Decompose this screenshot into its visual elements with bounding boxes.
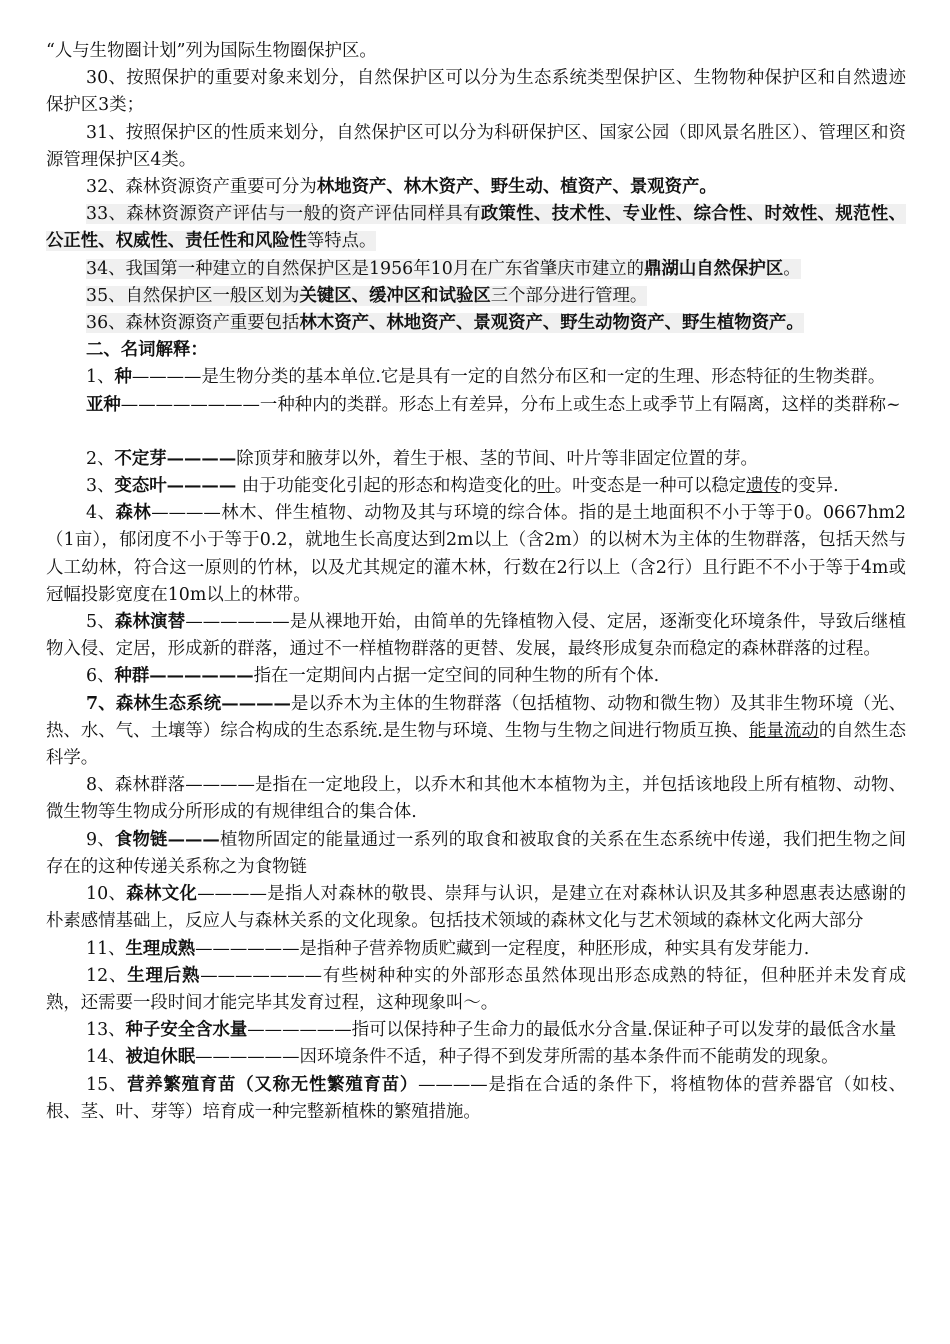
text-run: 12、	[86, 965, 128, 986]
bold-term: 生理后熟	[127, 965, 201, 986]
text-run: 34、我国第一种建立的自然保护区是1956年10月在广东省肇庆市建立的	[86, 258, 645, 279]
paragraph-t8	[46, 772, 906, 826]
text-run: 4、	[86, 503, 116, 524]
paragraph-t7	[46, 691, 906, 773]
paragraph-t9	[46, 827, 906, 881]
text-run: 30、按照保护的重要对象来划分，自然保护区可以分为生态系统类型保护区、生物物种保护区和自然遗迹保护区3类；	[46, 68, 906, 116]
text-run: 10、	[86, 884, 127, 905]
paragraph-p35	[46, 283, 906, 310]
text-run: 32、森林资源资产重要可分为	[86, 177, 317, 198]
text-run: 植物所固定的能量通过一系列的取食和被取食的关系在生态系统中传递，我们把生物之间存在的这种传递关系称之为食物链	[46, 829, 906, 877]
paragraph-t14	[46, 1044, 906, 1071]
paragraph-t15	[46, 1072, 906, 1126]
text-run: 是以乔木为主体的生物群落（包括植物、动物和微生物）及其非生物环境（光、热、水、气、土壤等）综合构成的生态系统.是生物与环境、生物与生物之间进行物质互换、	[46, 693, 906, 741]
bold-term: 森林文化	[126, 884, 198, 905]
text-run: ——————指可以保持种子生命力的最低水分含量.保证种子可以发芽的最低含水量	[247, 1020, 897, 1041]
text-run: 三个部分进行管理。	[490, 285, 648, 306]
paragraph-p34	[46, 256, 906, 283]
text-run: 的变异.	[780, 476, 839, 497]
text-run: 。叶变态是一种可以稳定	[554, 476, 747, 497]
bold-term: 林木资产、林地资产、景观资产、野生动物资产、野生植物资产。	[299, 313, 804, 334]
text-run: ————————一种种内的类群。形态上有差异，分布上或生态上或季节上有隔离，这样的类群称~	[120, 394, 901, 415]
text-run: ————是指在合适的条件下，将植物体的营养器官（如枝、根、茎、叶、芽等）培育成一种完整新植株的繁殖措施。	[46, 1074, 906, 1122]
text-run: 13、	[86, 1020, 126, 1041]
text-run: 33、森林资源资产评估与一般的资产评估同样具有	[86, 204, 481, 225]
text-run: 8、森林群落————是指在一定地段上，以乔木和其他木本植物为主，并包括该地段上所有植物、动物、微生物等生物成分所形成的有规律组合的集合体.	[46, 775, 906, 823]
text-run: 6、	[86, 666, 115, 687]
paragraph-p36	[46, 310, 906, 337]
paragraph-p31	[46, 120, 906, 174]
text-run: ————是指人对森林的敬畏、崇拜与认识，是建立在对森林认识及其多种恩惠表达感谢的朴素感情基础上，反应人与森林关系的文化现象。包括技术领域的森林文化与艺术领域的森林文化两大部分	[46, 884, 906, 932]
section-heading	[46, 337, 906, 364]
text-run: 15、	[86, 1074, 128, 1095]
text-run: 除顶芽和腋芽以外，着生于根、茎的节间、叶片等非固定位置的芽。	[236, 448, 758, 469]
text-run: ————林木、伴生植物、动物及其与环境的综合体。指的是土地面积不小于等于0。0667hm2（1亩），郁闭度不小于等于0.2，就地生长高度达到2m以上（含2m）的以树木为主体的生物群落，包括天然与人工幼林，符合这一原则的竹林，以及尤其规定的灌木林，行数在2行以上（含2行）且行距不不小于等于4m或冠幅投影宽度在10m以上的林带。	[46, 503, 906, 605]
bold-term: 不定芽————	[114, 448, 237, 469]
underlined-link-text[interactable]: 叶	[537, 476, 555, 497]
text-run: ——————是从裸地开始，由简单的先锋植物入侵、定居，逐渐变化环境条件，导致后继植物入侵、定居，形成新的群落，通过不一样植物群落的更替、发展，最终形成复杂而稳定的森林群落的过程。	[46, 612, 906, 660]
text-run: 等特点。	[306, 231, 377, 252]
text-run: 36、森林资源资产重要包括	[86, 313, 300, 334]
paragraph-p33	[46, 201, 906, 255]
text-run: 。	[783, 258, 801, 279]
paragraph-p32	[46, 174, 906, 201]
paragraph-p0	[46, 38, 906, 65]
paragraph-t10	[46, 881, 906, 935]
text-run: 31、按照保护区的性质来划分，自然保护区可以分为科研保护区、国家公园（即风景名胜区）、管理区和资源管理保护区4类。	[46, 122, 906, 170]
paragraph-t13	[46, 1017, 906, 1044]
paragraph-t12	[46, 963, 906, 1017]
text-run: 35、自然保护区一般区划为	[86, 285, 300, 306]
bold-term: 种	[114, 367, 132, 388]
text-run: 的自然生态科学。	[46, 720, 906, 769]
bold-term: 被迫休眠	[125, 1047, 196, 1068]
text-run: 9、	[86, 829, 115, 850]
text-run: 11、	[86, 938, 126, 959]
text-run: 指在一定期间内占据一定空间的同种生物的所有个体.	[253, 666, 660, 687]
bold-term: 森林演替	[114, 612, 186, 633]
text-run: ————是生物分类的基本单位.它是具有一定的自然分布区和一定的生理、形态特征的生物类群。	[131, 367, 886, 388]
text-run: ———————有些树种种实的外部形态虽然体现出形态成熟的特征，但种胚并未发育成熟，还需要一段时间才能完毕其发育过程，这种现象叫～。	[46, 965, 906, 1013]
bold-term: 政策性、技术性、专业性、综合性、时效性、规范性、公正性、权威性、责任性和风险性	[46, 204, 906, 252]
underlined-link-text[interactable]: 能量流动	[749, 720, 819, 741]
underlined-link-text[interactable]: 遗传	[746, 476, 781, 497]
bold-term: 生理成熟	[125, 938, 196, 959]
text-run: “人与生物圈计划”列为国际生物圈保护区。	[46, 41, 377, 61]
text-run: 5、	[86, 612, 115, 633]
bold-term: 食物链———	[114, 829, 220, 850]
bold-term: 鼎湖山自然保护区	[644, 258, 784, 279]
paragraph-t6	[46, 663, 906, 690]
paragraph-t4	[46, 500, 906, 609]
text-run: ——————是指种子营养物质贮藏到一定程度，种胚形成，种实具有发芽能力.	[195, 938, 810, 959]
bold-term: 亚种	[86, 394, 121, 415]
text-run: 二、名词解释：	[86, 340, 208, 361]
paragraph-t2	[46, 446, 906, 473]
bold-term: 变态叶————	[114, 476, 237, 497]
bold-term: 林地资产、林木资产、野生动、植资产、景观资产。	[316, 177, 717, 198]
text-run: 1、	[86, 367, 115, 388]
text-run: 3、	[86, 476, 115, 497]
bold-term: 森林	[115, 503, 152, 524]
bold-term: 关键区、缓冲区和试验区	[299, 285, 491, 306]
text-run: 由于功能变化引起的形态和构造变化的	[236, 476, 538, 497]
text-run: 2、	[86, 448, 115, 469]
paragraph-t1b	[46, 392, 906, 419]
paragraph-gap	[46, 419, 906, 446]
paragraph-p30	[46, 65, 906, 119]
bold-term: 7、森林生态系统————	[86, 693, 291, 714]
text-run: 14、	[86, 1047, 126, 1068]
paragraph-t1	[46, 364, 906, 391]
bold-term: 种群——————	[114, 666, 254, 687]
paragraph-t3	[46, 473, 906, 500]
bold-term: 种子安全含水量	[125, 1020, 248, 1041]
paragraph-t11	[46, 936, 906, 963]
document-body	[46, 38, 906, 1126]
paragraph-t5	[46, 609, 906, 663]
text-run: ——————因环境条件不适，种子得不到发芽所需的基本条件而不能萌发的现象。	[195, 1047, 839, 1068]
bold-term: 营养繁殖育苗（又称无性繁殖育苗）	[127, 1074, 419, 1095]
